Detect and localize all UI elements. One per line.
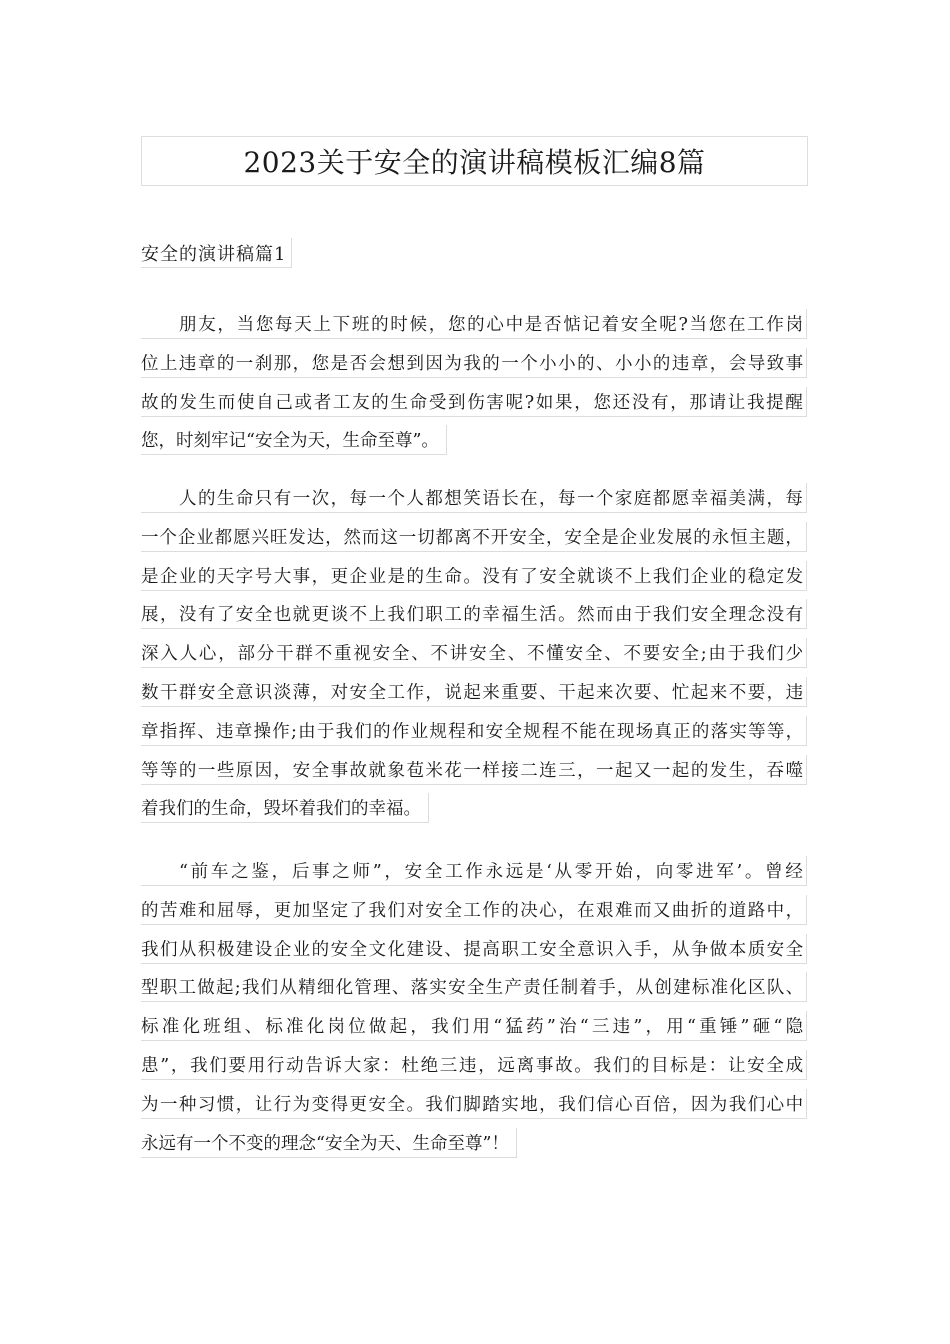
paragraph-line-text: 是企业的天字号大事，更企业是的生命。没有了安全就谈不上我们企业的稳定发 [141, 566, 805, 587]
paragraph-line-text: 展，没有了安全也就更谈不上我们职工的幸福生活。然而由于我们安全理念没有 [141, 605, 805, 626]
paragraph-line [141, 716, 807, 746]
paragraph-line [141, 483, 807, 513]
section-heading: 安全的演讲稿篇1 [141, 243, 287, 265]
paragraph-line [141, 348, 807, 378]
paragraph-line [141, 425, 447, 455]
paragraph-line-text: 深入人心，部分干群不重视安全、不讲安全、不懂安全、不要安全;由于我们少 [141, 644, 805, 665]
paragraph-line [141, 1089, 807, 1119]
paragraph-line-text: 标准化班组、标准化岗位做起，我们用“猛药”治“三违”，用“重锤”砸“隐 [141, 1017, 807, 1038]
paragraph-line [141, 856, 807, 886]
paragraph-line-text: 的苦难和屈辱，更加坚定了我们对安全工作的决心，在艰难而又曲折的道路中， [141, 900, 805, 921]
paragraph-line-text: 人的生命只有一次，每一个人都想笑语长在，每一个家庭都愿幸福美满，每 [179, 489, 805, 509]
paragraph-line [141, 972, 807, 1002]
paragraph-line [141, 1011, 807, 1041]
paragraph-line [141, 638, 807, 668]
paragraph-line [141, 755, 807, 785]
paragraph-line-text: 您，时刻牢记“安全为天，生命至尊”。 [141, 431, 439, 452]
paragraph-line [141, 1128, 517, 1158]
paragraph-line-text: 着我们的生命，毁坏着我们的幸福。 [141, 799, 421, 820]
paragraph-line-text: 型职工做起;我们从精细化管理、落实安全生产责任制着手，从创建标准化区队、 [141, 978, 805, 999]
section-heading-box [141, 238, 292, 268]
paragraph-line-text: 一个企业都愿兴旺发达，然而这一切都离不开安全，安全是企业发展的永恒主题， [141, 527, 804, 548]
paragraph-line [141, 677, 807, 707]
paragraph-line [141, 599, 807, 629]
document-title-box [141, 136, 808, 186]
paragraph-line [141, 934, 807, 964]
paragraph-line [141, 309, 807, 339]
paragraph-line-text: 我们从积极建设企业的安全文化建设、提高职工安全意识入手，从争做本质安全 [141, 939, 805, 960]
paragraph-line-text: 朋友，当您每天上下班的时候，您的心中是否惦记着安全呢?当您在工作岗 [179, 315, 805, 335]
paragraph-line [141, 387, 807, 417]
document-title: 2023关于安全的演讲稿模板汇编8篇 [243, 146, 706, 179]
paragraph-line [141, 1050, 807, 1080]
paragraph-line-text: 为一种习惯，让行为变得更安全。我们脚踏实地，我们信心百倍，因为我们心中 [141, 1094, 805, 1115]
paragraph-line-text: 章指挥、违章操作;由于我们的作业规程和安全规程不能在现场真正的落实等等， [141, 721, 805, 742]
paragraph-line-text: 数干群安全意识淡薄，对安全工作，说起来重要、干起来次要、忙起来不要，违 [141, 683, 805, 703]
paragraph-line-text: 等等的一些原因，安全事故就象苞米花一样接二连三，一起又一起的发生，吞噬 [141, 760, 805, 781]
paragraph-line [141, 522, 807, 552]
paragraph-line-text: 患”，我们要用行动告诉大家：杜绝三违，远离事故。我们的目标是：让安全成 [141, 1056, 805, 1076]
paragraph-line [141, 793, 429, 823]
paragraph-line-text: 故的发生而使自己或者工友的生命受到伤害呢?如果，您还没有，那请让我提醒 [141, 392, 805, 413]
paragraph-line [141, 561, 807, 591]
paragraph-line-text: 永远有一个不变的理念“安全为天、生命至尊”！ [141, 1133, 509, 1154]
paragraph-line [141, 895, 807, 925]
paragraph-line-text: 位上违章的一刹那，您是否会想到因为我的一个小小的、小小的违章，会导致事 [141, 353, 805, 374]
paragraph-line-text: “前车之鉴，后事之师”，安全工作永远是‘从零开始，向零进军’。曾经 [179, 862, 806, 882]
